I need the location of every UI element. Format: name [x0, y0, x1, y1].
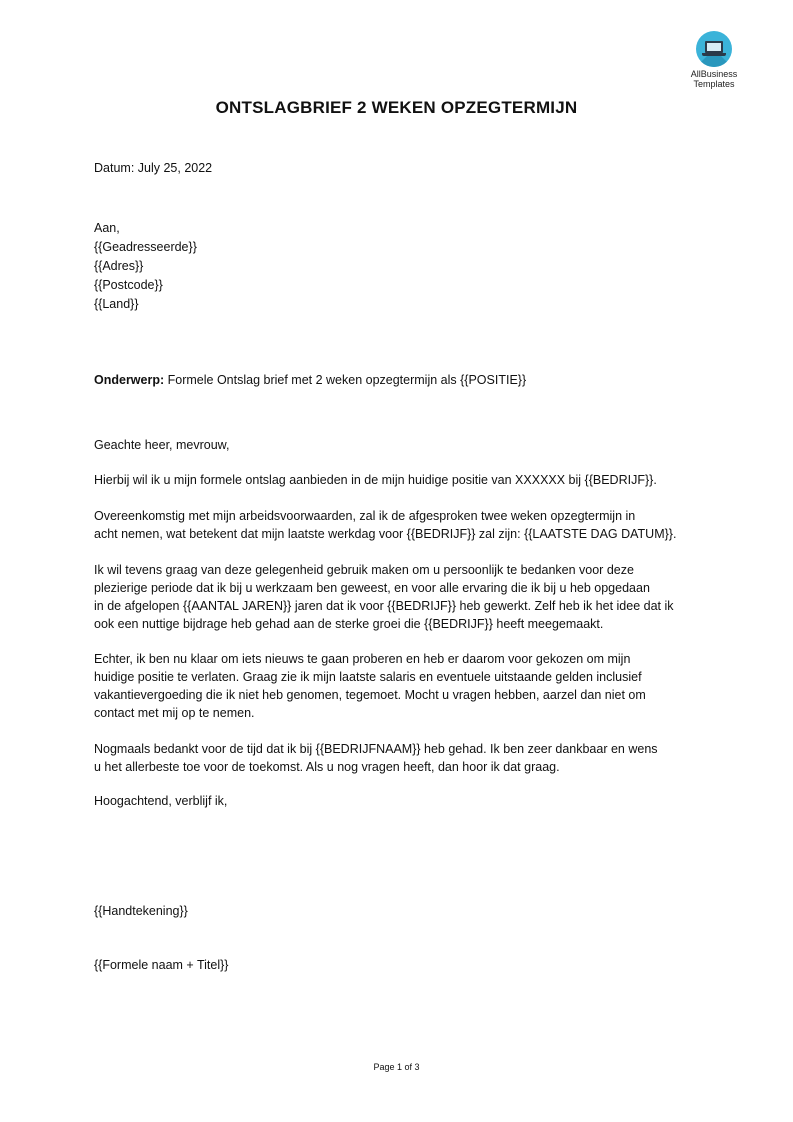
address-street: {{Adres}}: [94, 259, 144, 273]
paragraph-line: u het allerbeste toe voor de toekomst. Als u nog vragen heeft, dan hoor ik dat graag.: [94, 760, 560, 774]
greeting: Geachte heer, mevrouw,: [94, 438, 230, 452]
address-country: {{Land}}: [94, 297, 139, 311]
document-title: ONTSLAGBRIEF 2 WEKEN OPZEGTERMIJN: [215, 98, 578, 117]
name-title-placeholder: {{Formele naam + Titel}}: [94, 958, 229, 972]
paragraph-1: [94, 471, 709, 489]
logo-circle: [696, 31, 732, 67]
address-recipient: {{Geadresseerde}}: [94, 240, 197, 254]
paragraph-line: in de afgelopen {{AANTAL JAREN}} jaren dat ik voor {{BEDRIJF}} heb gewerkt. Zelf heb ik het idee dat ik: [94, 599, 674, 613]
laptop-icon: [705, 41, 723, 53]
paragraph-3: [94, 561, 709, 633]
paragraph-line: vakantievergoeding die ik niet heb genomen, tegemoet. Mocht u vragen hebben, aarzel dan niet om: [94, 688, 646, 702]
paragraph-line: Ik wil tevens graag van deze gelegenheid gebruik maken om u persoonlijk te bedanken voor deze: [94, 563, 634, 577]
paragraph-line: Overeenkomstig met mijn arbeidsvoorwaarden, zal ik de afgesproken twee weken opzegtermijn in: [94, 509, 636, 523]
subject-text: Formele Ontslag brief met 2 weken opzegtermijn als {{POSITIE}}: [164, 373, 527, 387]
allbusiness-templates-logo: [683, 31, 745, 89]
subject-label: Onderwerp:: [94, 373, 165, 387]
subject-line: [94, 371, 526, 389]
paragraph-line: ook een nuttige bijdrage heb gehad aan de sterke groei die {{BEDRIJF}} heeft meegemaakt.: [94, 617, 604, 631]
closing: Hoogachtend, verblijf ik,: [94, 794, 228, 808]
paragraph-line: Nogmaals bedankt voor de tijd dat ik bij {{BEDRIJFNAAM}} heb gehad. Ik ben zeer dankbaar en wens: [94, 742, 658, 756]
logo-brand-line2: Templates: [693, 79, 735, 89]
logo-brand-text: [683, 69, 745, 89]
paragraph-2: [94, 507, 709, 543]
paragraph-line: Hierbij wil ik u mijn formele ontslag aanbieden in de mijn huidige positie van XXXXXX bij {{BEDRIJF}}.: [94, 473, 657, 487]
logo-brand-line1: AllBusiness: [690, 69, 738, 79]
paragraph-line: Echter, ik ben nu klaar om iets nieuws te gaan proberen en heb er daarom voor gekozen om mijn: [94, 652, 631, 666]
paragraph-5: [94, 740, 709, 776]
paragraph-line: plezierige periode dat ik bij u werkzaam ben geweest, en voor alle ervaring die ik bij u heb opgedaan: [94, 581, 650, 595]
address-to: Aan,: [94, 221, 120, 235]
date-line: Datum: July 25, 2022: [94, 161, 213, 175]
paragraph-line: contact met mij op te nemen.: [94, 706, 255, 720]
page-indicator: Page 1 of 3: [373, 1062, 420, 1072]
paragraph-4: [94, 650, 709, 722]
signature-placeholder: {{Handtekening}}: [94, 904, 188, 918]
paragraph-line: huidige positie te verlaten. Graag zie ik mijn laatste salaris en eventuele uitstaande gelden inclusief: [94, 670, 642, 684]
address-postcode: {{Postcode}}: [94, 278, 163, 292]
paragraph-line: acht nemen, wat betekent dat mijn laatste werkdag voor {{BEDRIJF}} zal zijn: {{LAATSTE DAG DATUM}}.: [94, 527, 677, 541]
